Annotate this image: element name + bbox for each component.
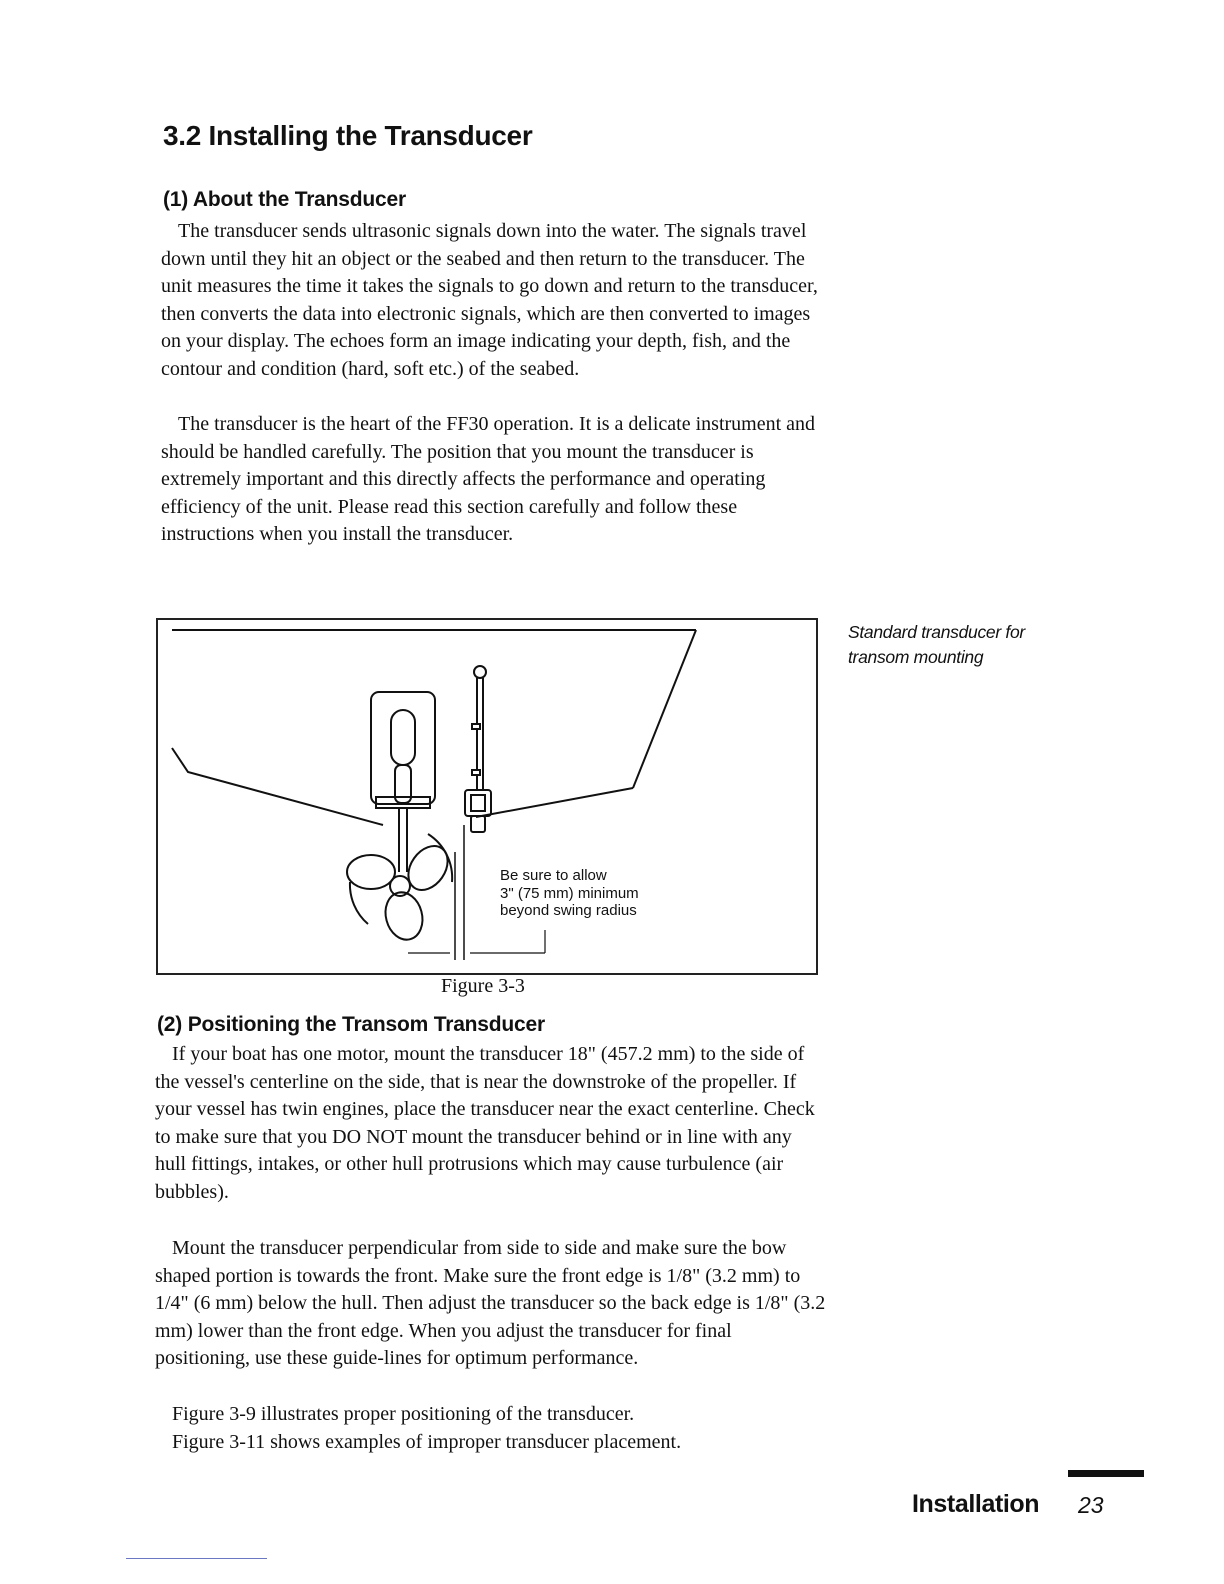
propeller-blade-left [347, 855, 395, 889]
transducer-clamp-inner [471, 795, 485, 811]
figure-caption: Figure 3-3 [441, 975, 525, 997]
bottom-rule [126, 1558, 267, 1559]
footer-rule [1068, 1470, 1144, 1477]
outboard-motor-housing [371, 692, 435, 804]
bracket-knob [474, 666, 486, 678]
positioning-paragraph-3: Figure 3-9 illustrates proper positioning of the transducer. [172, 1403, 635, 1425]
chapter-label: Installation [912, 1490, 1040, 1518]
hull-stern-line [633, 630, 696, 788]
about-paragraph-2: The transducer is the heart of the FF30 operation. It is a delicate instrument and should be handled carefully. The position that you mount the transducer is extremely important and this directly affects the performance and operating efficiency of the unit. Please read this section carefully and follow these instructions when you install the transducer. [161, 413, 816, 546]
about-transducer-heading: (1) About the Transducer [163, 188, 406, 211]
margin-note: Standard transducer for transom mounting [848, 622, 1025, 667]
page-number: 23 [1078, 1492, 1104, 1518]
transducer-bracket-clamp [465, 790, 491, 816]
positioning-paragraph-4: Figure 3-11 shows examples of improper transducer placement. [172, 1431, 682, 1453]
swing-arc-right [428, 834, 452, 882]
positioning-heading: (2) Positioning the Transom Transducer [157, 1013, 545, 1036]
hull-bottom-left [172, 748, 383, 825]
figure-3-3-diagram [156, 618, 818, 975]
positioning-paragraph-2: Mount the transducer perpendicular from side to side and make sure the bow shaped portion is towards the front. Make sure the front edge is 1/8" (3.2 mm) to 1/4" (6 mm) below the hull. Then adjust the transducer so the back edge is 1/8" (3.2 mm) lower than the front edge. When you adjust the transducer for final positioning, use these guide-lines for optimum performance. [155, 1237, 826, 1370]
about-paragraph-1: The transducer sends ultrasonic signals down into the water. The signals travel down until they hit an object or the seabed and then return to the transducer. The unit measures the time it takes the signals to go down and return to the transducer, then converts the data into electronic signals, which are then converted to images on your display. The echoes form an image indicating your depth, fish, and the contour and condition (hard, soft etc.) of the seabed. [161, 220, 818, 380]
clearance-note: Be sure to allow 3" (75 mm) minimum beyond swing radius [500, 867, 639, 919]
propeller-blade-right [400, 839, 455, 898]
positioning-paragraph-1: If your boat has one motor, mount the transducer 18" (457.2 mm) to the side of the vessel's centerline on the side, that is near the downstroke of the propeller. If your vessel has twin engines, place the transducer near the exact centerline. Check to make sure that you DO NOT mount the transducer behind or in line with any hull fittings, intakes, or other hull protrusions which may cause turbulence (air bubbles). [155, 1043, 815, 1203]
propeller-blade-bottom [380, 888, 427, 944]
transducer-body [471, 816, 485, 832]
transom-transducer-illustration [158, 620, 816, 973]
motor-cowling [391, 710, 415, 765]
hull-bottom-right [476, 788, 633, 817]
section-title: 3.2 Installing the Transducer [163, 120, 533, 151]
